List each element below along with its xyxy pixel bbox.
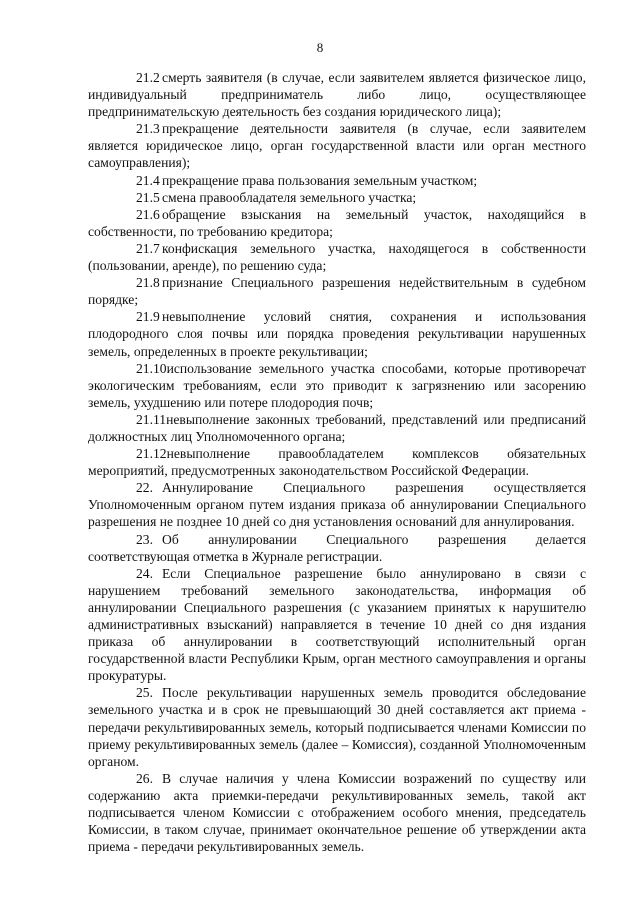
paragraph-21-5 bbox=[88, 189, 586, 206]
paragraph-number: 21.5 bbox=[136, 189, 160, 205]
paragraph-text: признание Специального разрешения недействительным в судебном порядке; bbox=[88, 275, 586, 308]
paragraph-text: Если Специальное разрешение было аннулировано в связи с нарушением требований земельного законодательства, информация об аннулировании Специального разрешения (с указанием принятых к нарушителю административных взысканий) направляется в течение 10 дней со дня издания приказа об аннулировании в соответствующий исполнительный орган государственной власти Республики Крым, орган местного самоуправления и органы прокуратуры. bbox=[88, 565, 586, 684]
paragraph-text: прекращение деятельности заявителя (в случае, если заявителем является юридическое лицо, орган государственной власти или орган местного самоуправления); bbox=[88, 121, 586, 171]
paragraph-number: 21.4 bbox=[136, 172, 160, 188]
paragraph-25 bbox=[88, 684, 586, 769]
paragraph-number: 22. bbox=[136, 480, 153, 496]
paragraph-text: невыполнение законных требований, представлений или предписаний должностных лиц Уполномоченного органа; bbox=[88, 411, 586, 444]
paragraph-21-8 bbox=[88, 274, 586, 308]
paragraph-21-3 bbox=[88, 120, 586, 171]
paragraph-text: смерть заявителя (в случае, если заявителем является физическое лицо, индивидуальный предприниматель либо лицо, осуществляющее предпринимательскую деятельность без создания юридического лица); bbox=[88, 70, 586, 120]
paragraph-number: 21.7 bbox=[136, 240, 160, 256]
paragraph-21-6 bbox=[88, 206, 586, 240]
paragraph-21-2 bbox=[88, 69, 586, 120]
paragraph-23 bbox=[88, 531, 586, 565]
paragraph-text: Об аннулировании Специального разрешения делается соответствующая отметка в Журнале регистрации. bbox=[88, 531, 586, 564]
paragraph-number: 21.12 bbox=[136, 446, 167, 462]
paragraph-text: прекращение права пользования земельным участком; bbox=[162, 172, 478, 188]
paragraph-number: 21.11 bbox=[136, 411, 167, 427]
paragraph-21-11 bbox=[88, 411, 586, 445]
paragraph-21-10 bbox=[88, 360, 586, 411]
paragraph-24 bbox=[88, 565, 586, 685]
paragraph-text: обращение взыскания на земельный участок, находящийся в собственности, по требованию кредитора; bbox=[88, 206, 586, 239]
paragraph-22 bbox=[88, 479, 586, 530]
paragraph-number: 23. bbox=[136, 531, 153, 547]
document-body bbox=[88, 69, 586, 855]
paragraph-text: конфискация земельного участка, находящегося в собственности (пользовании, аренде), по решению суда; bbox=[88, 240, 586, 274]
paragraph-number: 21.2 bbox=[136, 70, 160, 85]
paragraph-number: 21.3 bbox=[136, 121, 160, 137]
paragraph-text: В случае наличия у члена Комиссии возражений по существу или содержанию акта приемки-передачи рекультивированных земель, такой акт подписывается членом Комиссии с отображением особого мнения, председатель Комиссии, в таком случае, принимает окончательное решение об утверждении акта приема - передачи рекультивированных земель. bbox=[88, 770, 586, 855]
paragraph-21-9 bbox=[88, 308, 586, 359]
paragraph-number: 26. bbox=[136, 770, 153, 786]
paragraph-number: 24. bbox=[136, 565, 153, 581]
paragraph-text: использование земельного участка способами, которые противоречат экологическим требованиям, если это приводит к загрязнению или засорению земель, ухудшению или потере плодородия почв; bbox=[88, 360, 586, 410]
paragraph-text: После рекультивации нарушенных земель проводится обследование земельного участка и в срок не превышающий 30 дней составляется акт приема - передачи рекультивированных земель, который подписывается членами Комиссии по приему рекультивированных земель (далее – Комиссия), созданной Уполномоченным органом. bbox=[88, 685, 586, 769]
paragraph-21-7 bbox=[88, 240, 586, 274]
paragraph-text: невыполнение условий снятия, сохранения и использования плодородного слоя почвы или порядка проведения рекультивации нарушенных земель, определенных в проекте рекультивации; bbox=[88, 309, 586, 359]
paragraph-text: невыполнение правообладателем комплексов обязательных мероприятий, предусмотренных законодательством Российской Федерации. bbox=[88, 446, 586, 479]
paragraph-number: 21.8 bbox=[136, 275, 160, 291]
paragraph-21-12 bbox=[88, 445, 586, 479]
paragraph-number: 25. bbox=[136, 685, 153, 701]
paragraph-text: Аннулирование Специального разрешения осуществляется Уполномоченным органом путем издания приказа об аннулировании Специального разрешения не позднее 10 дней со дня установления оснований для аннулирования. bbox=[88, 480, 586, 530]
paragraph-text: смена правообладателя земельного участка; bbox=[162, 189, 417, 205]
paragraph-number: 21.10 bbox=[136, 360, 167, 376]
paragraph-number: 21.6 bbox=[136, 206, 160, 222]
page-number: 8 bbox=[316, 40, 324, 55]
paragraph-21-4 bbox=[88, 172, 586, 189]
paragraph-number: 21.9 bbox=[136, 309, 160, 325]
paragraph-26 bbox=[88, 770, 586, 855]
